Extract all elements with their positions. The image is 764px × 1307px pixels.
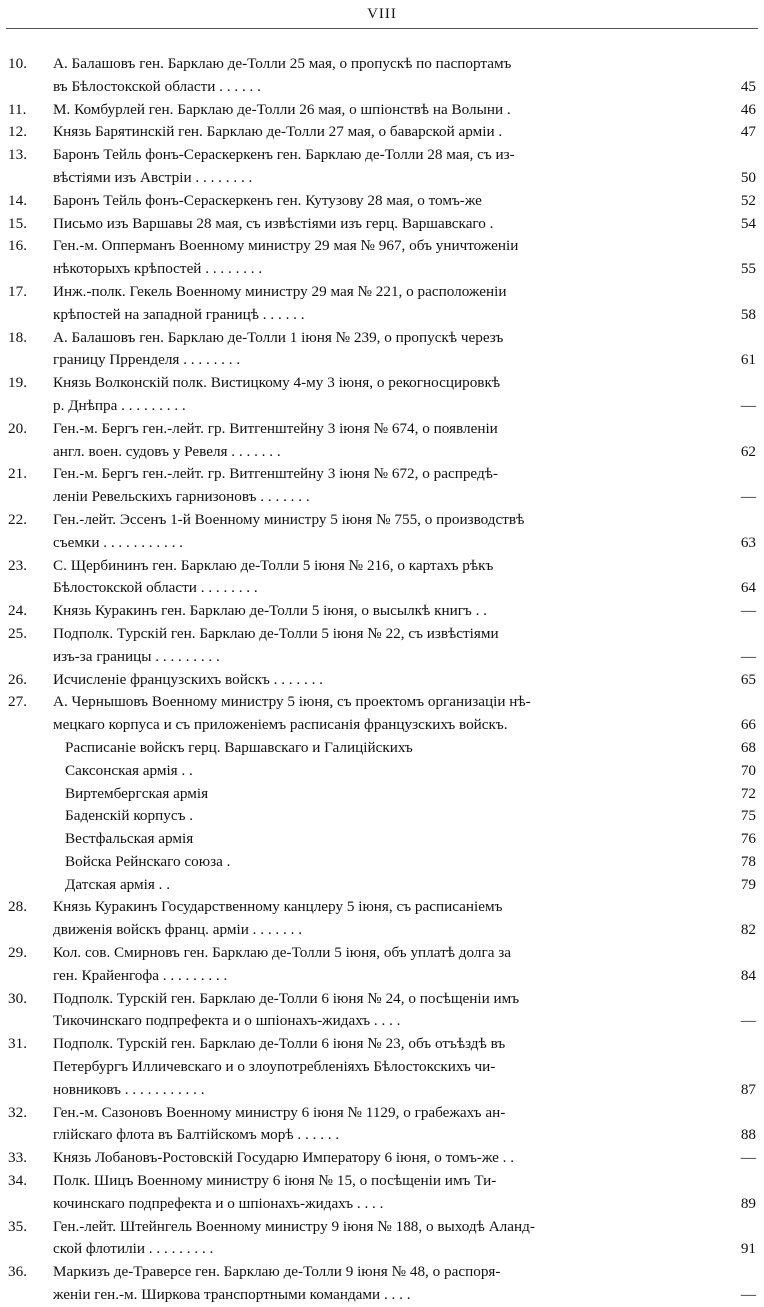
entry-line: Исчисленіе французскихъ войскъ . . . . . . . — [53, 670, 323, 688]
entry-line: крѣпостей на западной границѣ . . . . . . — [53, 305, 305, 323]
toc-entry — [0, 235, 764, 281]
entry-line: Ген.-м. Бергъ ген.-лейт. гр. Витгенштейну 3 іюня № 672, о распредѣ- — [53, 465, 498, 483]
entry-page: 52 — [740, 191, 756, 209]
entry-line: Маркизъ де-Траверсе ген. Барклаю де-Толли 9 іюня № 48, о распоря- — [53, 1263, 501, 1281]
entry-page: 70 — [740, 761, 756, 779]
entry-text — [65, 828, 723, 851]
entry-page: 47 — [740, 123, 756, 141]
entry-page: — — [740, 1012, 756, 1030]
entry-page: 46 — [740, 100, 756, 118]
entry-number: 20. — [8, 419, 27, 437]
entry-page: 50 — [740, 168, 756, 186]
toc-entry — [0, 99, 764, 122]
entry-page: 68 — [740, 738, 756, 756]
entry-line: Баронъ Тейль фонъ-Сераскеркенъ ген. Кутузову 28 мая, о томъ-же — [53, 191, 482, 209]
entry-line: Бѣлостокской области . . . . . . . . — [53, 579, 258, 597]
entry-line: Князь Куракинъ ген. Барклаю де-Толли 5 іюня, о высылкѣ книгъ . . — [53, 602, 487, 620]
entry-text — [53, 235, 723, 281]
entry-page: — — [740, 488, 756, 506]
entry-line: Ген.-м. Сазоновъ Военному министру 6 іюня № 1129, о грабежахъ ан- — [53, 1103, 506, 1121]
entry-text — [53, 600, 723, 623]
entry-text — [65, 874, 723, 897]
entry-line: Баденскій корпусъ . — [65, 807, 194, 825]
toc-subentry — [0, 805, 764, 828]
entry-page: — — [740, 647, 756, 665]
toc-subentry — [0, 783, 764, 806]
entry-number: 22. — [8, 510, 27, 528]
toc-subentry — [0, 851, 764, 874]
entry-text — [53, 372, 723, 418]
entry-page: 65 — [740, 670, 756, 688]
entry-line: ской флотиліи . . . . . . . . . — [53, 1240, 214, 1258]
entry-text — [53, 988, 723, 1034]
entry-text — [65, 805, 723, 828]
entry-number: 33. — [8, 1149, 27, 1167]
entry-page: 76 — [740, 830, 756, 848]
entry-page: 62 — [740, 442, 756, 460]
entry-page: — — [740, 1286, 756, 1304]
entry-text — [53, 99, 723, 122]
toc-entry — [0, 988, 764, 1034]
toc-entry — [0, 600, 764, 623]
entry-line: англ. воен. судовъ у Ревеля . . . . . . . — [53, 442, 281, 460]
entry-line: Ген.-м. Опперманъ Военному министру 29 мая № 967, объ уничтоженіи — [53, 237, 519, 255]
table-of-contents — [0, 53, 764, 1307]
entry-line: вѣстіями изъ Австріи . . . . . . . . — [53, 168, 253, 186]
entry-text — [65, 851, 723, 874]
entry-number: 26. — [8, 670, 27, 688]
toc-entry — [0, 53, 764, 99]
entry-number: 19. — [8, 374, 27, 392]
entry-text — [53, 942, 723, 988]
entry-number: 31. — [8, 1035, 27, 1053]
entry-page: 54 — [740, 214, 756, 232]
entry-number: 18. — [8, 328, 27, 346]
entry-line: Кол. сов. Смирновъ ген. Барклаю де-Толли 5 іюня, объ уплатѣ долга за — [53, 944, 511, 962]
entry-page: 91 — [740, 1240, 756, 1258]
entry-number: 34. — [8, 1172, 27, 1190]
entry-line: съемки . . . . . . . . . . . — [53, 533, 183, 551]
toc-subentry — [0, 760, 764, 783]
entry-page: 45 — [740, 77, 756, 95]
entry-text — [53, 1033, 723, 1101]
toc-subentry — [0, 737, 764, 760]
entry-number: 32. — [8, 1103, 27, 1121]
entry-number: 14. — [8, 191, 27, 209]
entry-line: Виртембергская армія — [65, 784, 209, 802]
toc-entry — [0, 1102, 764, 1148]
entry-text — [53, 463, 723, 509]
entry-text — [53, 144, 723, 190]
entry-line: А. Чернышовъ Военному министру 5 іюня, съ проектомъ организаціи нѣ- — [53, 693, 531, 711]
toc-entry — [0, 1216, 764, 1262]
entry-line: Князь Куракинъ Государственному канцлеру 5 іюня, съ расписаніемъ — [53, 898, 503, 916]
entry-page: 79 — [740, 875, 756, 893]
entry-number: 29. — [8, 944, 27, 962]
entry-text — [65, 737, 723, 760]
entry-page: 84 — [740, 966, 756, 984]
toc-entry — [0, 121, 764, 144]
toc-entry — [0, 1033, 764, 1101]
entry-number: 23. — [8, 556, 27, 574]
entry-line: Тикочинскаго подпрефекта и о шпіонахъ-жидахъ . . . . — [53, 1012, 401, 1030]
entry-line: ген. Крайенгофа . . . . . . . . . — [53, 966, 228, 984]
entry-number: 11. — [8, 100, 27, 118]
entry-page: 89 — [740, 1194, 756, 1212]
entry-page: 72 — [740, 784, 756, 802]
entry-line: Петербургъ Илличевскаго и о злоупотребленіяхъ Бѣлостокскихъ чи- — [53, 1058, 496, 1076]
entry-page: 61 — [740, 351, 756, 369]
entry-line: мецкаго корпуса и съ приложеніемъ расписанія французскихъ войскъ. — [53, 716, 508, 734]
entry-line: С. Щербининъ ген. Барклаю де-Толли 5 іюня № 216, о картахъ рѣкъ — [53, 556, 494, 574]
entry-text — [53, 896, 723, 942]
toc-entry — [0, 942, 764, 988]
entry-text — [53, 1216, 723, 1262]
entry-number: 25. — [8, 624, 27, 642]
entry-text — [53, 509, 723, 555]
toc-entry — [0, 669, 764, 692]
entry-line: Полк. Шицъ Военному министру 6 іюня № 15, о посѣщеніи имъ Ти- — [53, 1172, 497, 1190]
entry-line: движенія войскъ франц. арміи . . . . . . . — [53, 921, 302, 939]
toc-entry — [0, 623, 764, 669]
entry-text — [53, 691, 723, 737]
entry-line: р. Днѣпра . . . . . . . . . — [53, 396, 186, 414]
toc-entry — [0, 418, 764, 464]
header-rule — [6, 28, 758, 29]
entry-number: 15. — [8, 214, 27, 232]
entry-line: въ Бѣлостокской области . . . . . . — [53, 77, 261, 95]
entry-number: 13. — [8, 146, 27, 164]
toc-entry — [0, 281, 764, 327]
entry-text — [65, 783, 723, 806]
entry-line: М. Комбурлей ген. Барклаю де-Толли 26 мая, о шпіонствѣ на Волыни . — [53, 100, 511, 118]
entry-line: изъ-за границы . . . . . . . . . — [53, 647, 220, 665]
entry-number: 12. — [8, 123, 27, 141]
entry-line: Подполк. Турскій ген. Барклаю де-Толли 6 іюня № 23, объ отъѣздѣ въ — [53, 1035, 506, 1053]
entry-line: Ген.-лейт. Эссенъ 1-й Военному министру 5 іюня № 755, о производствѣ — [53, 510, 525, 528]
entry-page: 64 — [740, 579, 756, 597]
entry-text — [53, 190, 723, 213]
entry-page: 82 — [740, 921, 756, 939]
toc-entry — [0, 691, 764, 737]
entry-number: 36. — [8, 1263, 27, 1281]
entry-line: границу Прренделя . . . . . . . . — [53, 351, 241, 369]
toc-entry — [0, 213, 764, 236]
entry-line: Датская армія . . — [65, 875, 171, 893]
entry-line: Баронъ Тейль фонъ-Сераскеркенъ ген. Барклаю де-Толли 28 мая, съ из- — [53, 146, 515, 164]
toc-entry — [0, 327, 764, 373]
entry-number: 35. — [8, 1217, 27, 1235]
entry-line: женіи ген.-м. Ширкова транспортными командами . . . . — [53, 1286, 411, 1304]
entry-number: 17. — [8, 282, 27, 300]
entry-line: нѣкоторыхъ крѣпостей . . . . . . . . — [53, 260, 263, 278]
entry-text — [65, 760, 723, 783]
entry-text — [53, 281, 723, 327]
entry-page: — — [740, 1149, 756, 1167]
entry-number: 16. — [8, 237, 27, 255]
toc-entry — [0, 372, 764, 418]
toc-subentry — [0, 828, 764, 851]
toc-entry — [0, 190, 764, 213]
entry-text — [53, 1170, 723, 1216]
entry-line: Князь Волконскій полк. Вистицкому 4-му 3 іюня, о рекогносцировкѣ — [53, 374, 501, 392]
entry-line: Расписаніе войскъ герц. Варшавскаго и Галиційскихъ — [65, 738, 413, 756]
entry-text — [53, 555, 723, 601]
entry-text — [53, 669, 723, 692]
entry-number: 30. — [8, 989, 27, 1007]
toc-entry — [0, 896, 764, 942]
entry-page: 63 — [740, 533, 756, 551]
entry-number: 10. — [8, 55, 27, 72]
entry-line: А. Балашовъ ген. Барклаю де-Толли 1 іюня № 239, о пропускѣ черезъ — [53, 328, 504, 346]
toc-entry — [0, 555, 764, 601]
entry-line: Князь Барятинскій ген. Барклаю де-Толли 27 мая, о баварской арміи . — [53, 123, 503, 141]
entry-text — [53, 418, 723, 464]
entry-line: Саксонская армія . . — [65, 761, 193, 779]
entry-text — [53, 327, 723, 373]
entry-text — [53, 121, 723, 144]
entry-line: новниковъ . . . . . . . . . . . — [53, 1080, 205, 1098]
entry-line: Князь Лобановъ-Ростовскій Государю Императору 6 іюня, о томъ-же . . — [53, 1149, 515, 1167]
entry-number: 21. — [8, 465, 27, 483]
entry-page: 87 — [740, 1080, 756, 1098]
entry-line: глійскаго флота въ Балтійскомъ морѣ . . . . . . — [53, 1126, 340, 1144]
entry-line: Подполк. Турскій ген. Барклаю де-Толли 5 іюня № 22, съ извѣстіями — [53, 624, 499, 642]
entry-number: 27. — [8, 693, 27, 711]
entry-page: 55 — [740, 260, 756, 278]
entry-text — [53, 213, 723, 236]
entry-text — [53, 53, 723, 99]
toc-entry — [0, 509, 764, 555]
entry-line: Письмо изъ Варшавы 28 мая, съ извѣстіями изъ герц. Варшавскаго . — [53, 214, 494, 232]
entry-page: 58 — [740, 305, 756, 323]
entry-number: 28. — [8, 898, 27, 916]
entry-line: кочинскаго подпрефекта и о шпіонахъ-жидахъ . . . . — [53, 1194, 384, 1212]
toc-entry — [0, 144, 764, 190]
entry-page: — — [740, 396, 756, 414]
toc-entry — [0, 463, 764, 509]
toc-entry — [0, 1147, 764, 1170]
page-number: VIII — [367, 6, 397, 22]
entry-number: 24. — [8, 602, 27, 620]
entry-text — [53, 1102, 723, 1148]
entry-line: Ген.-лейт. Штейнгель Военному министру 9 іюня № 188, о выходѣ Аланд- — [53, 1217, 535, 1235]
entry-text — [53, 623, 723, 669]
toc-subentry — [0, 874, 764, 897]
entry-line: Войска Рейнскаго союза . — [65, 852, 231, 870]
entry-line: А. Балашовъ ген. Барклаю де-Толли 25 мая, о пропускѣ по паспортамъ — [53, 55, 512, 72]
entry-line: леніи Ревельскихъ гарнизоновъ . . . . . . . — [53, 488, 310, 506]
entry-line: Вестфальская армія — [65, 830, 194, 848]
entry-page: 75 — [740, 807, 756, 825]
entry-page: 78 — [740, 852, 756, 870]
entry-line: Ген.-м. Бергъ ген.-лейт. гр. Витгенштейну 3 іюня № 674, о появленіи — [53, 419, 498, 437]
entry-page: 66 — [740, 716, 756, 734]
entry-page: — — [740, 602, 756, 620]
toc-entry — [0, 1170, 764, 1216]
entry-text — [53, 1147, 723, 1170]
entry-line: Подполк. Турскій ген. Барклаю де-Толли 6 іюня № 24, о посѣщеніи имъ — [53, 989, 520, 1007]
entry-page: 88 — [740, 1126, 756, 1144]
entry-line: Инж.-полк. Гекель Военному министру 29 мая № 221, о расположеніи — [53, 282, 507, 300]
